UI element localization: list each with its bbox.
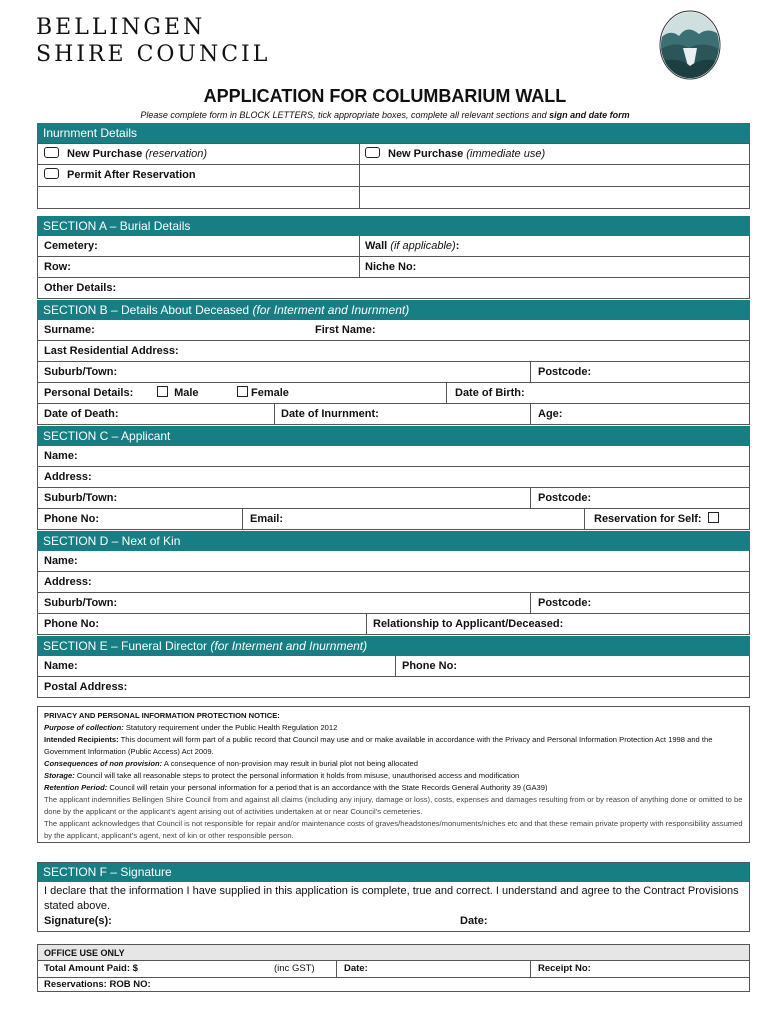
instructions-text: Please complete form in BLOCK LETTERS, tick appropriate boxes, complete all relevant sections and [140, 110, 550, 120]
opt1-note: (reservation) [145, 148, 208, 160]
director-name-field[interactable]: Name: [44, 660, 78, 672]
storage-label: Storage: [44, 771, 75, 780]
receipt-field[interactable]: Receipt No: [538, 963, 591, 974]
retention-label: Retention Period: [44, 783, 108, 792]
declaration-text: I declare that the information I have supplied in this application is complete, true and correct. I understand and agree to the Contract Provisions stated above. [44, 885, 739, 912]
dob-field[interactable]: Date of Birth: [455, 387, 525, 399]
council-name-line1: BELLINGEN [36, 15, 206, 40]
divider [530, 362, 531, 382]
office-row-1 [38, 961, 749, 978]
section-b-row-1 [37, 320, 750, 341]
divider [584, 509, 585, 529]
doi-field[interactable]: Date of Inurnment: [281, 408, 379, 420]
divider [446, 383, 447, 403]
section-a-row-3 [37, 278, 750, 299]
divider [530, 488, 531, 508]
divider [530, 961, 531, 977]
divider [359, 187, 360, 208]
kin-suburb-field[interactable]: Suburb/Town: [44, 597, 118, 609]
divider [359, 165, 360, 186]
first-name-field[interactable]: First Name: [315, 324, 376, 336]
director-postal-field[interactable]: Postal Address: [44, 681, 128, 693]
section-b-heading [37, 300, 750, 320]
section-b-note: (for Interment and Inurnment) [252, 303, 410, 317]
kin-relationship-field[interactable]: Relationship to Applicant/Deceased: [373, 618, 564, 630]
section-d-row-1 [37, 551, 750, 572]
section-e-heading [37, 636, 750, 656]
female-checkbox[interactable] [237, 386, 248, 397]
applicant-address-field[interactable]: Address: [44, 471, 92, 483]
checkbox-reservation[interactable] [44, 147, 59, 158]
opt2-note: (immediate use) [466, 148, 546, 160]
privacy-retention [44, 782, 743, 794]
checkbox-immediate[interactable] [365, 147, 380, 158]
other-details-field[interactable]: Other Details: [44, 282, 117, 294]
kin-phone-field[interactable]: Phone No: [44, 618, 99, 630]
wall-label: Wall [365, 240, 388, 252]
checkbox-permit[interactable] [44, 168, 59, 179]
section-c-row-3 [37, 488, 750, 509]
section-e-row-1 [37, 656, 750, 677]
inurnment-row-1 [37, 143, 750, 165]
section-c-row-2 [37, 467, 750, 488]
applicant-email-field[interactable]: Email: [250, 513, 284, 525]
inurnment-row-2 [37, 165, 750, 187]
storage-text: Council will take all reasonable steps to protect the personal information it holds from misuse, unauthorised access and modification [74, 771, 520, 780]
section-d-row-2 [37, 572, 750, 593]
office-use-heading: OFFICE USE ONLY [38, 945, 749, 961]
divider [336, 961, 337, 977]
personal-details-label: Personal Details: [44, 387, 134, 399]
reservation-self-label: Reservation for Self: [594, 513, 702, 525]
privacy-consequences [44, 758, 743, 770]
council-name [36, 14, 270, 68]
divider [530, 404, 531, 424]
suburb-field[interactable]: Suburb/Town: [44, 366, 118, 378]
applicant-name-field[interactable]: Name: [44, 450, 78, 462]
male-checkbox[interactable] [157, 386, 168, 397]
council-name-line2: SHIRE COUNCIL [36, 42, 271, 67]
office-use-box [37, 944, 750, 992]
female-label: Female [251, 387, 289, 399]
purpose-text: Statutory requirement under the Public Health Regulation 2012 [123, 723, 338, 732]
section-c-row-4 [37, 509, 750, 530]
reservation-self-checkbox[interactable] [708, 512, 719, 523]
privacy-purpose [44, 722, 743, 734]
divider [530, 593, 531, 613]
purpose-label: Purpose of collection: [44, 723, 124, 732]
privacy-storage [44, 770, 743, 782]
cemetery-field[interactable]: Cemetery: [44, 240, 98, 252]
director-phone-field[interactable]: Phone No: [402, 660, 457, 672]
instructions-bold: sign and date form [549, 110, 630, 120]
acknowledge-text: The applicant acknowledges that Council is not responsible for repair and/or maintenance costs of graves/headstones/monuments/niches etc and that these remain private property with responsibility assumed by the applicant, applicant’s agent, next of kin or other responsible person. [44, 819, 743, 840]
total-paid-field[interactable]: Total Amount Paid: $ [44, 963, 138, 974]
section-e-row-2 [37, 677, 750, 698]
form-title: APPLICATION FOR COLUMBARIUM WALL [203, 86, 567, 106]
recipients-text: This document will form part of a public record that Council may use and or make available in accordance with the Privacy and Personal Information Protection Act 1998 and the Government Information (Public Access) Act 2009. [44, 735, 713, 756]
section-d-row-3 [37, 593, 750, 614]
surname-field[interactable]: Surname: [44, 324, 95, 336]
inurnment-row-3 [37, 187, 750, 209]
section-e-title: SECTION E – Funeral Director [43, 639, 208, 653]
consequences-label: Consequences of non provision: [44, 759, 163, 768]
postcode-field[interactable]: Postcode: [538, 366, 592, 378]
section-a-heading: SECTION A – Burial Details [37, 216, 750, 236]
section-b-row-5 [37, 404, 750, 425]
section-a-row-1 [37, 236, 750, 257]
section-c-row-1 [37, 446, 750, 467]
kin-postcode-field[interactable]: Postcode: [538, 597, 592, 609]
privacy-recipients [44, 734, 743, 758]
divider [242, 509, 243, 529]
section-a-row-2 [37, 257, 750, 278]
indemnity-text: The applicant indemnifies Bellingen Shire Council from and against all claims (including any injury, damage or loss), costs, expenses and damages resulting from or by reason of anything done or omitted to be done by the applicant or the applicant’s agent arising out of activities undertaken at or near Council’s cemeteries. [44, 795, 743, 816]
age-field[interactable]: Age: [538, 408, 563, 420]
council-logo [659, 10, 721, 80]
section-d-heading: SECTION D – Next of Kin [37, 531, 750, 551]
kin-address-field[interactable]: Address: [44, 576, 92, 588]
opt2-label: New Purchase [388, 148, 464, 160]
reservations-field[interactable]: Reservations: ROB NO: [44, 979, 151, 990]
kin-name-field[interactable]: Name: [44, 555, 78, 567]
section-b-row-2 [37, 341, 750, 362]
form-instructions [0, 110, 770, 120]
retention-text: Council will retain your personal information for a period that is an accordance with the State Records General Authority 39 (GA39) [107, 783, 548, 792]
privacy-heading: PRIVACY AND PERSONAL INFORMATION PROTECTION NOTICE: [44, 711, 280, 720]
male-label: Male [174, 387, 199, 399]
consequences-text: A consequence of non-provision may result in burial plot not being allocated [162, 759, 418, 768]
reservation-self-option[interactable] [588, 509, 722, 529]
section-c-heading: SECTION C – Applicant [37, 426, 750, 446]
office-date-field[interactable]: Date: [344, 963, 368, 974]
section-e-note: (for Interment and Inurnment) [210, 639, 368, 653]
opt3-label: Permit After Reservation [67, 169, 196, 181]
inurnment-heading: Inurnment Details [37, 123, 750, 143]
last-address-field[interactable]: Last Residential Address: [44, 345, 179, 357]
opt-permit-after-reservation[interactable] [38, 165, 196, 186]
applicant-postcode-field[interactable]: Postcode: [538, 492, 592, 504]
row-field[interactable]: Row: [44, 261, 71, 273]
section-b-row-3 [37, 362, 750, 383]
opt-new-purchase-immediate[interactable] [359, 144, 545, 164]
section-d-row-4 [37, 614, 750, 635]
section-f-heading: SECTION F – Signature [37, 862, 750, 882]
gst-note: (inc GST) [274, 963, 315, 974]
signature-field[interactable]: Signature(s): [44, 915, 112, 927]
applicant-phone-field[interactable]: Phone No: [44, 513, 99, 525]
female-option[interactable] [228, 383, 289, 403]
signature-box [37, 862, 750, 932]
male-option[interactable] [148, 383, 199, 403]
niche-field[interactable]: Niche No: [365, 261, 417, 273]
wall-field[interactable] [359, 236, 459, 256]
opt1-label: New Purchase [67, 148, 143, 160]
section-b-title: SECTION B – Details About Deceased [43, 303, 250, 317]
dod-field[interactable]: Date of Death: [44, 408, 119, 420]
opt-new-purchase-reservation[interactable] [38, 144, 207, 164]
applicant-suburb-field[interactable]: Suburb/Town: [44, 492, 118, 504]
recipients-label: Intended Recipients: [44, 735, 119, 744]
signature-date-field[interactable]: Date: [460, 915, 488, 927]
wall-note: (if applicable) [390, 240, 456, 252]
privacy-notice [37, 706, 750, 843]
section-b-row-4 [37, 383, 750, 404]
wall-colon: : [455, 240, 460, 252]
